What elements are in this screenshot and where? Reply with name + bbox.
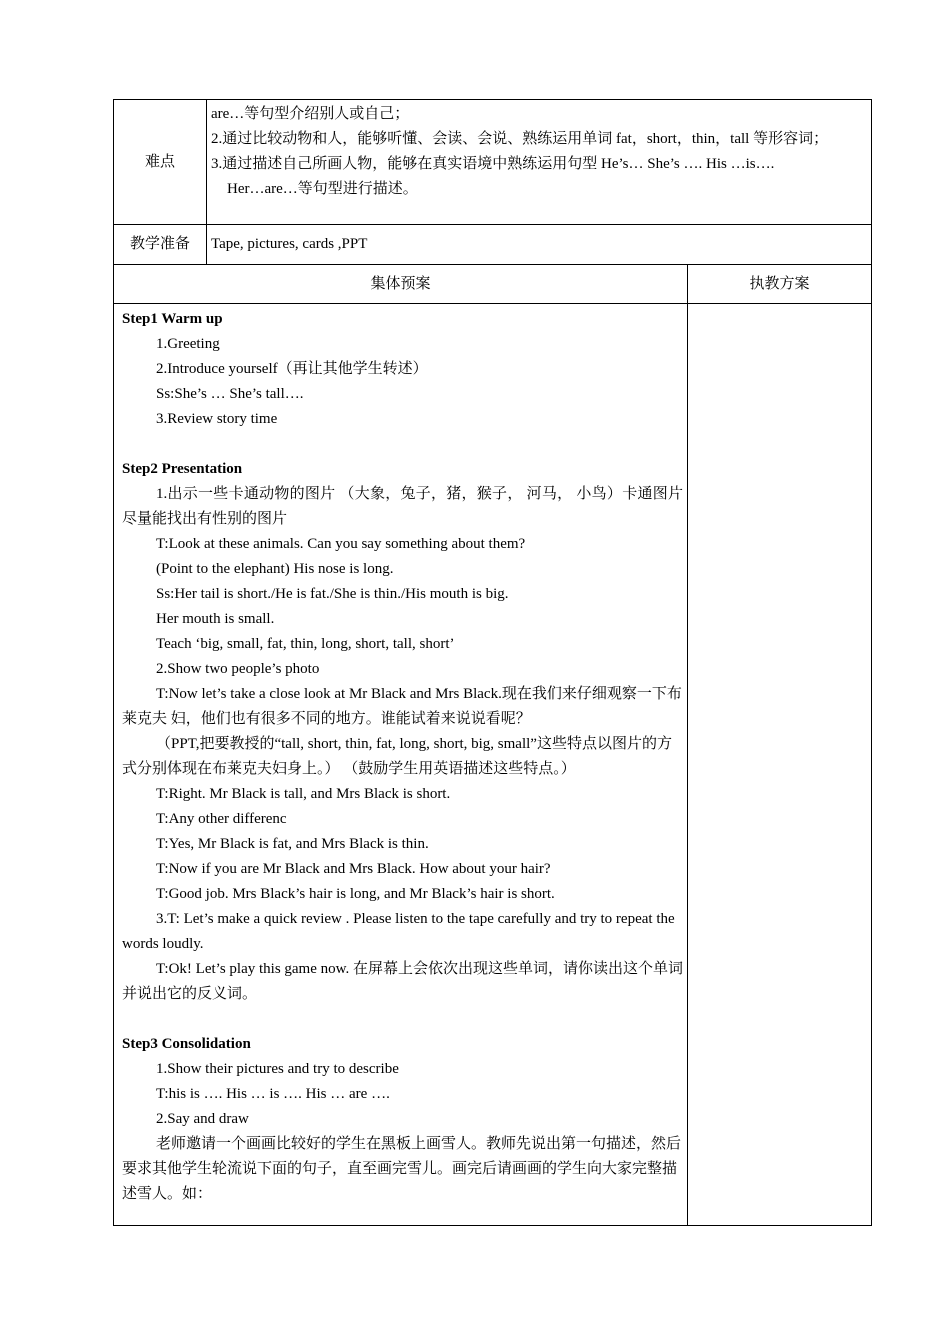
step3-item-1: 1.Show their pictures and try to describe (156, 1061, 399, 1077)
step2-paragraph-4: 3.T: Let’s make a quick review . Please listen to the tape carefully and try to repeat the words loudly. (122, 911, 675, 952)
step2-item-8: T:Any other differenc (156, 811, 287, 827)
preparation-value: Tape, pictures, cards ,PPT (207, 225, 872, 265)
step2-item-10: T:Now if you are Mr Black and Mrs Black. How about your hair? (156, 861, 551, 877)
step1-item-2: 2.Introduce yourself（再让其他学生转述） (156, 361, 428, 377)
step2-item-4: Her mouth is small. (156, 611, 275, 627)
difficulty-line-3: 3.通过描述自己所画人物，能够在真实语境中熟练运用句型 He’s… She’s …. His …is…. (211, 156, 775, 172)
difficulty-line-1: are…等句型介绍别人或自己； (211, 106, 410, 122)
step2-item-7: T:Right. Mr Black is tall, and Mrs Black is short. (156, 786, 451, 802)
step2-item-3: Ss:Her tail is short./He is fat./She is thin./His mouth is big. (156, 586, 509, 602)
plan-body (114, 304, 688, 1226)
preparation-row (114, 225, 872, 265)
step2-paragraph-3: （PPT,把要教授的“tall, short, thin, fat, long, short, big, small”这些特点以图片的方式分别体现在布莱克夫妇身上。） （鼓励学生用英语描述这些特点。） (122, 736, 672, 777)
preparation-label: 教学准备 (114, 225, 207, 265)
step2-item-1: T:Look at these animals. Can you say something about them? (156, 536, 526, 552)
step3-item-2: T:his is …. His … is …. His … are …. (156, 1086, 390, 1102)
spacer (122, 1007, 683, 1032)
difficulty-line-4: Her…are…等句型进行描述。 (227, 181, 418, 197)
difficulty-content (207, 100, 872, 225)
difficulty-line-2: 2.通过比较动物和人，能够听懂、会读、会说、熟练运用单词 fat，short，thin，tall 等形容词； (211, 131, 829, 147)
step2-item-5: Teach ‘big, small, fat, thin, long, short, tall, short’ (156, 636, 455, 652)
step2-paragraph-2: T:Now let’s take a close look at Mr Black and Mrs Black.现在我们来仔细观察一下布莱克夫 妇，他们也有很多不同的地方。谁能试着来说说看呢？ (122, 686, 682, 727)
step2-item-9: T:Yes, Mr Black is fat, and Mrs Black is thin. (156, 836, 429, 852)
step3-title: Step3 Consolidation (122, 1036, 251, 1052)
spacer (122, 432, 683, 457)
step2-item-6: 2.Show two people’s photo (156, 661, 320, 677)
column-header-row (114, 265, 872, 304)
step3-paragraph-1: 老师邀请一个画画比较好的学生在黑板上画雪人。教师先说出第一句描述，然后要求其他学生轮流说下面的句子，直至画完雪儿。画完后请画画的学生向大家完整描述雪人。如： (122, 1136, 682, 1202)
execution-column-header: 执教方案 (688, 265, 872, 304)
step2-item-11: T:Good job. Mrs Black’s hair is long, and Mr Black’s hair is short. (156, 886, 555, 902)
execution-body (688, 304, 872, 1226)
step2-title: Step2 Presentation (122, 461, 243, 477)
lesson-plan-page (113, 99, 871, 1226)
step1-item-4: 3.Review story time (156, 411, 278, 427)
step1-item-3: Ss:She’s … She’s tall…. (156, 386, 304, 402)
difficulty-row (114, 100, 872, 225)
step2-paragraph-5: T:Ok! Let’s play this game now. 在屏幕上会依次出现这些单词，请你读出这个单词并说出它的反义词。 (122, 961, 683, 1002)
step3-item-3: 2.Say and draw (156, 1111, 249, 1127)
step1-title: Step1 Warm up (122, 311, 223, 327)
lesson-plan-table (113, 99, 872, 1226)
plan-body-row (114, 304, 872, 1226)
difficulty-label: 难点 (114, 100, 207, 225)
step2-paragraph-1: 1.出示一些卡通动物的图片 （大象，兔子，猪，猴子， 河马， 小鸟）卡通图片尽量能找出有性别的图片 (122, 486, 683, 527)
step1-item-1: 1.Greeting (156, 336, 220, 352)
step2-item-2: (Point to the elephant) His nose is long. (156, 561, 394, 577)
plan-column-header: 集体预案 (114, 265, 688, 304)
